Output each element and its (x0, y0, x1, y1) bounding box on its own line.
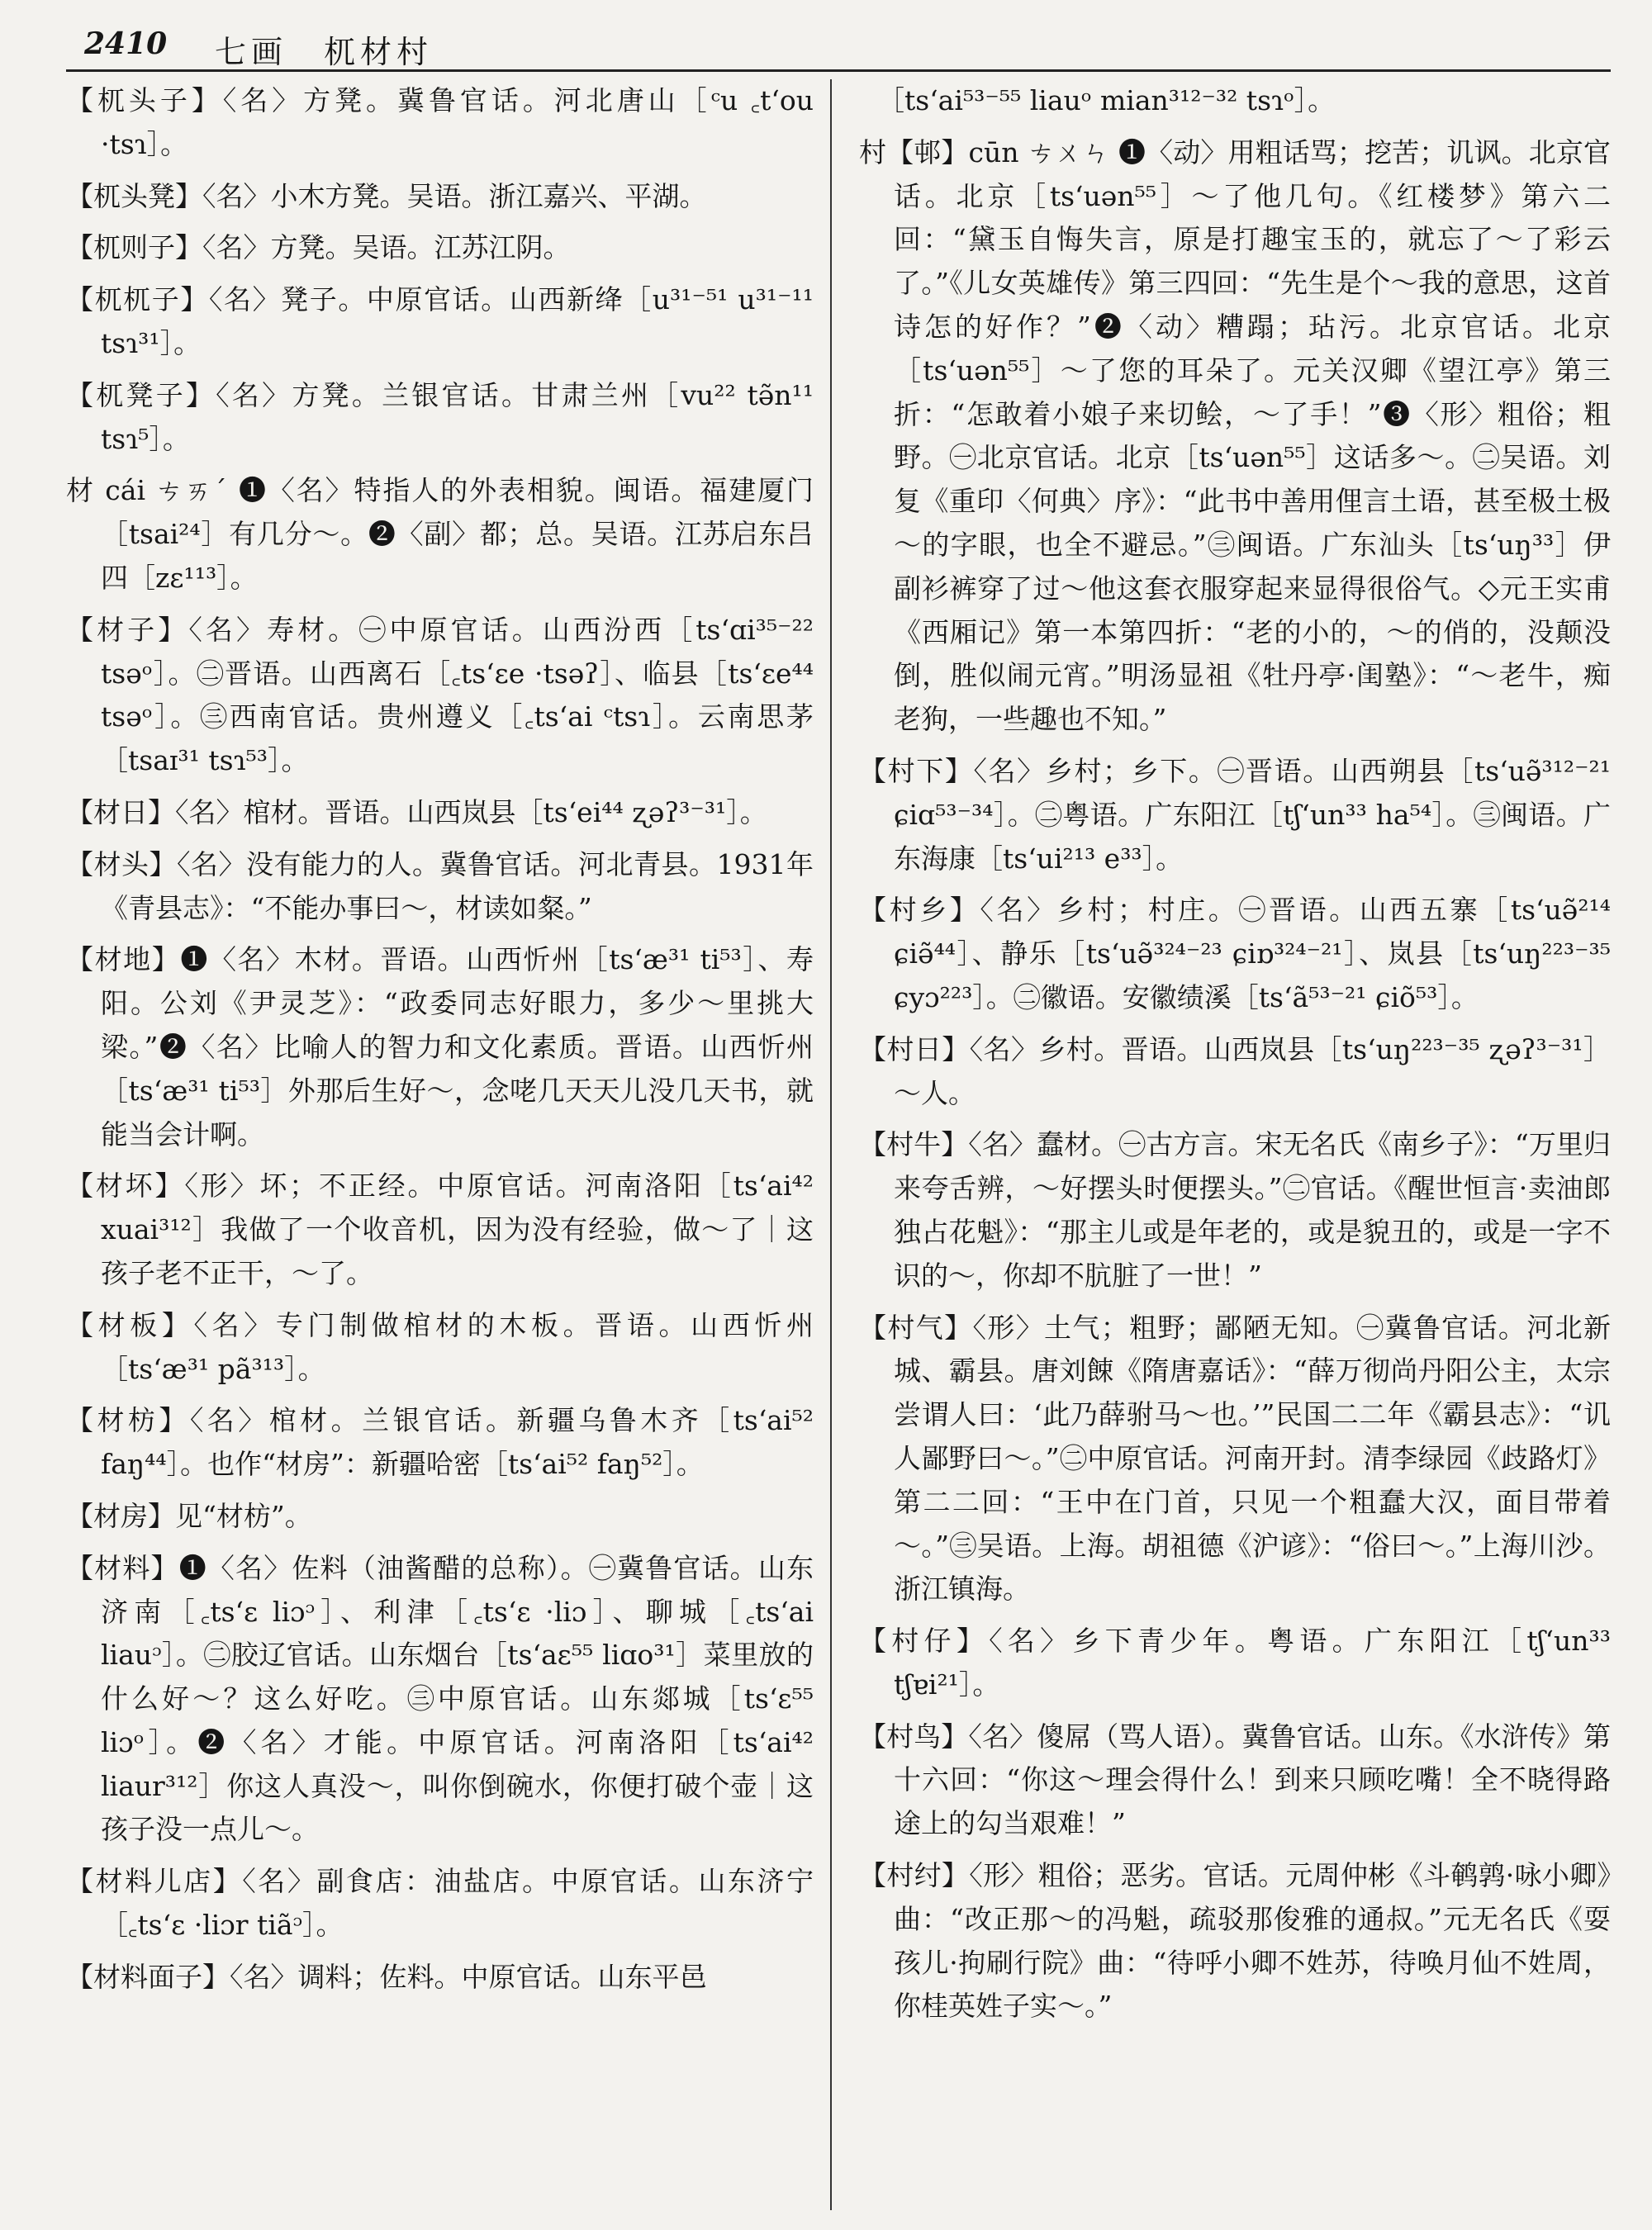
running-title: 七画 杌材村 (215, 34, 434, 70)
right-column (859, 79, 1611, 2218)
dict-entry: 【杌杌子】〈名〉凳子。中原官话。山西新绛［u³¹⁻⁵¹ u³¹⁻¹¹ tsɿ³¹］。 (66, 283, 814, 359)
dict-entry: 【村乡】〈名〉乡村；村庄。㊀晋语。山西五寨［tsʻuə̃²¹⁴ ɕiə̃⁴⁴］、静乐［tsʻuə̃³²⁴⁻²³ ɕiɒ³²⁴⁻²¹］、岚县［tsʻuŋ²²³⁻³⁵ ɕyɔ²²³］。㊁徽语。安徽绩溪［tsʻã⁵³⁻²¹ ɕiõ⁵³］。 (859, 894, 1611, 1013)
dict-entry: 【村纣】〈形〉粗俗；恶劣。官话。元周仲彬《斗鹌鹑·咏小卿》曲：“改正那～的冯魁，疏驳那俊雅的通叔。”元无名氏《耍孩儿·拘刷行院》曲：“待呼小卿不姓苏，待唤月仙不姓周，你桂英姓子实～。” (859, 1859, 1611, 2023)
dict-entry: 【村鸟】〈名〉傻屌（骂人语）。冀鲁官话。山东。《水浒传》第十六回：“你这～理会得什么！到来只顾吃嘴！全不晓得路途上的勾当艰难！” (859, 1720, 1611, 1840)
dict-entry: 【杌头子】〈名〉方凳。冀鲁官话。河北唐山［ᶜu ꜀tʻou ·tsɿ］。 (66, 84, 814, 160)
dict-entry: 【村仔】〈名〉乡下青少年。粤语。广东阳江［tʃʻun³³ tʃɐi²¹］。 (859, 1625, 1611, 1701)
dict-entry: 【材料儿店】〈名〉副食店：油盐店。中原官话。山东济宁［꜀tsʻɛ ·liɔr tiãᵓ］。 (66, 1865, 814, 1942)
dict-entry: 【材料面子】〈名〉调料；佐料。中原官话。山东平邑 (66, 1960, 707, 1993)
page-number: 2410 (84, 26, 168, 61)
character-entry: 材 cái ㄘㄞˊ ❶〈名〉特指人的外表相貌。闽语。福建厦门［tsai²⁴］有几分～。❷〈副〉都；总。吴语。江苏启东吕四［zɛ¹¹³］。 (66, 474, 814, 594)
dict-entry: 【村气】〈形〉土气；粗野；鄙陋无知。㊀冀鲁官话。河北新城、霸县。唐刘餗《隋唐嘉话》：“薛万彻尚丹阳公主，太宗尝谓人曰：‘此乃薛驸马～也。’”民国二二年《霸县志》：“讥人鄙野曰～。”㊁中原官话。河南开封。清李绿园《歧路灯》第二二回：“王中在门首，只见一个粗蠢大汉，面目带着～。”㊂吴语。上海。胡祖德《沪谚》：“俗曰～。”上海川沙。浙江镇海。 (859, 1311, 1611, 1606)
dict-entry: 【村下】〈名〉乡村；乡下。㊀晋语。山西朔县［tsʻuə̃³¹²⁻²¹ ɕiɑ⁵³⁻³⁴］。㊁粤语。广东阳江［tʃʻun³³ ha⁵⁴］。㊂闽语。广东海康［tsʻui²¹³ e³³］。 (859, 754, 1611, 875)
dict-entry: 【村日】〈名〉乡村。晋语。山西岚县［tsʻuŋ²²³⁻³⁵ ʐəʔ³⁻³¹］～人。 (859, 1032, 1611, 1109)
dict-entry: 【材子】〈名〉寿材。㊀中原官话。山西汾西［tsʻɑi³⁵⁻²² tsəᵒ］。㊁晋语。山西离石［꜀tsʻɛe ·tsəʔ］、临县［tsʻɛe⁴⁴ tsəᵒ］。㊂西南官话。贵州遵义［꜀tsʻai ᶜtsɿ］。云南思茅［tsaɪ³¹ tsɿ⁵³］。 (66, 613, 814, 777)
dict-entry: 【材日】〈名〉棺材。晋语。山西岚县［tsʻei⁴⁴ ʐəʔ³⁻³¹］。 (66, 795, 767, 828)
dict-entry: 【杌则子】〈名〉方凳。吴语。江苏江阴。 (66, 231, 571, 264)
dict-entry: 【杌头凳】〈名〉小木方凳。吴语。浙江嘉兴、平湖。 (66, 179, 707, 212)
dict-entry: 【材坏】〈形〉坏；不正经。中原官话。河南洛阳［tsʻai⁴² xuai³¹²］我做了一个收音机，因为没有经验，做～了｜这孩子老不正干，～了。 (66, 1170, 814, 1289)
dict-entry: 【材地】❶〈名〉木材。晋语。山西忻州［tsʻæ³¹ ti⁵³］、寿阳。公刘《尹灵芝》：“政委同志好眼力，多少～里挑大梁。”❷〈名〉比喻人的智力和文化素质。晋语。山西忻州［tsʻæ³¹ ti⁵³］外那后生好～，念咾几天天儿没几天书，就能当会计啊。 (66, 943, 814, 1151)
dict-entry: 【材房】见“材枋”。 (66, 1499, 312, 1532)
column-divider (830, 79, 832, 2210)
dict-entry: 【材板】〈名〉专门制做棺材的木板。晋语。山西忻州［tsʻæ³¹ pã³¹³］。 (66, 1308, 814, 1385)
dict-entry: 【材料】❶〈名〉佐料（油酱醋的总称）。㊀冀鲁官话。山东济南［꜀tsʻɛ liɔᵓ］、利津［꜀tsʻɛ ·liɔ］、聊城［꜀tsʻai liauᵓ］。㊁胶辽官话。山东烟台［tsʻaɛ⁵⁵ liɑo³¹］菜里放的什么好～？这么好吃。㊂中原官话。山东郯城［tsʻɛ⁵⁵ liɔᵒ］。❷〈名〉才能。中原官话。河南洛阳［tsʻai⁴² liaur³¹²］你这人真没～，叫你倒碗水，你便打破个壶｜这孩子没一点儿～。 (66, 1551, 814, 1846)
page-header (66, 18, 1611, 72)
left-column (66, 79, 814, 2218)
dict-entry: 【杌凳子】〈名〉方凳。兰银官话。甘肃兰州［vu²² tə̃n¹¹ tsɿ⁵］。 (66, 378, 814, 455)
dict-entry: 【村牛】〈名〉蠢材。㊀古方言。宋无名氏《南乡子》：“万里归来夸舌辨，～好摆头时便摆头。”㊁官话。《醒世恒言·卖油郎独占花魁》：“那主儿或是年老的，或是貌丑的，或是一字不识的～，你却不肮脏了一世！” (859, 1128, 1611, 1292)
dict-entry-continuation: ［tsʻai⁵³⁻⁵⁵ liauᵒ mian³¹²⁻³² tsɿᵒ］。 (877, 84, 1336, 116)
character-entry: 村【邨】cūn ㄘㄨㄣ ❶〈动〉用粗话骂；挖苦；讥讽。北京官话。北京［tsʻuən⁵⁵］～了他几句。《红楼梦》第六二回：“黛玉自悔失言，原是打趣宝玉的，就忘了～了彩云了。”《儿女英雄传》第三四回：“先生是个～我的意思，这首诗怎的好作？”❷〈动〉糟蹋；玷污。北京官话。北京［tsʻuən⁵⁵］～了您的耳朵了。元关汉卿《望江亭》第三折：“怎敢着小娘子来切鲙，～了手！”❸〈形〉粗俗；粗野。㊀北京官话。北京［tsʻuən⁵⁵］这话多～。㊁吴语。刘复《重印〈何典〉序》：“此书中善用俚言土语，甚至极土极～的字眼，也全不避忌。”㊂闽语。广东汕头［tsʻuŋ³³］伊副衫裤穿了过～他这套衣服穿起来显得很俗气。◇元王实甫《西厢记》第一本第四折：“老的小的，～的俏的，没颠没倒，胜似闹元宵。”明汤显祖《牡丹亭·闺塾》：“～老牛，痴老狗，一些趣也不知。” (859, 135, 1611, 736)
dict-entry: 【材枋】〈名〉棺材。兰银官话。新疆乌鲁木齐［tsʻai⁵² faŋ⁴⁴］。也作“材房”：新疆哈密［tsʻai⁵² faŋ⁵²］。 (66, 1404, 814, 1481)
dict-entry: 【材头】〈名〉没有能力的人。冀鲁官话。河北青县。1931年《青县志》：“不能办事曰～，材读如粲。” (66, 847, 814, 924)
